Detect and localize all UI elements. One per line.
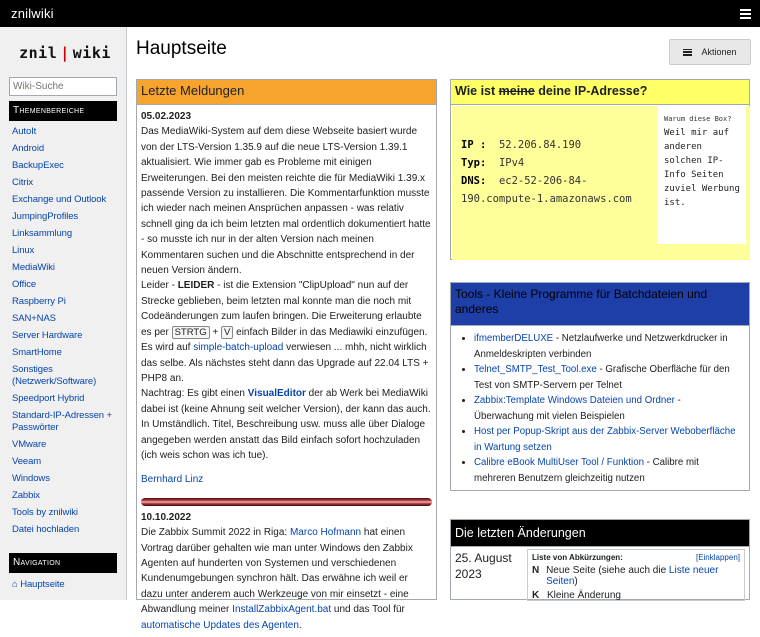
ip-panel bbox=[452, 106, 750, 260]
news-text: und das Tool für bbox=[331, 604, 405, 616]
actions-button[interactable] bbox=[669, 39, 751, 65]
link-simple-batch-upload[interactable]: simple-batch-upload bbox=[193, 342, 284, 354]
sidebar-item[interactable]: Citrix bbox=[12, 177, 34, 188]
sidebar-item[interactable]: JumpingProfiles bbox=[12, 211, 79, 222]
sidebar-item[interactable]: Office bbox=[12, 279, 37, 290]
actions-label: Aktionen bbox=[701, 47, 737, 57]
sidebar-item[interactable]: Server Hardware bbox=[12, 330, 83, 341]
news-body bbox=[137, 105, 436, 637]
navigation-heading: Navigation bbox=[9, 553, 117, 573]
recent-changes-box bbox=[450, 519, 750, 600]
news-paragraph bbox=[141, 525, 432, 633]
legend-title: Liste von Abkürzungen: bbox=[532, 553, 623, 562]
dns-row bbox=[461, 172, 656, 208]
signature-link[interactable]: Bernhard Linz bbox=[141, 474, 204, 486]
tool-link[interactable]: Calibre eBook MultiUser Tool / Funktion bbox=[474, 457, 644, 468]
menu-icon bbox=[683, 49, 692, 56]
legend-text: Neue Seite (siehe auch die bbox=[546, 565, 669, 576]
news-divider bbox=[141, 498, 432, 506]
sidebar-item[interactable]: Raspberry Pi bbox=[12, 296, 66, 307]
news-text: + bbox=[209, 326, 222, 338]
news-text: Das MediaWiki-System auf dem diese Webseite basiert wurde von der LTS-Version 1.35.9 auf die neue LTS-Version 1.39.1 aktualisiert. Wie immer gab es Probleme mit einigen Erweiterungen. Bei den meisten reichte die für MediaWiki 1.39.x passende Version zu installieren. Die Kommentarfunktion musste ich wieder nach meinen Ansprüchen anpassen - was relativ schnell ging da ich beim letzten mal ordentlich dokumentiert hatte - so musste ich nur in der alten Version nach meinen Kommentaren suchen und die Abschnitte entsprechend in der neuen Version ändern. bbox=[141, 126, 431, 277]
themen-list bbox=[9, 124, 121, 539]
link-marco-hofmann[interactable]: Marco Hofmann bbox=[289, 527, 362, 539]
tool-item bbox=[474, 455, 743, 486]
legend-text: ) bbox=[574, 576, 578, 587]
link-new-pages[interactable]: Liste neuer Seiten bbox=[546, 565, 719, 587]
news-text: Nachtrag: Es gibt einen bbox=[141, 388, 248, 400]
logo-text-left: znil bbox=[19, 44, 58, 62]
ip-data bbox=[461, 136, 656, 208]
nav-item-label: Hauptseite bbox=[20, 579, 65, 590]
logo-text-right: wiki bbox=[72, 44, 111, 62]
ip-heading bbox=[451, 80, 749, 105]
changes-date: 25. August 2023 bbox=[455, 551, 512, 581]
tool-item bbox=[474, 362, 743, 393]
news-text: verwiesen ... mhh, nicht wirklich das selbe. Als nächstes steht dann das Upgrade auf 22.04 LTS + PHP8 an. bbox=[141, 342, 429, 384]
ip-box bbox=[450, 79, 750, 260]
news-date: 10.10.2022 bbox=[141, 511, 192, 523]
tool-item bbox=[474, 424, 743, 455]
tool-description: - Calibre mit mehreren Benutzern gleichzeitig nutzen bbox=[474, 457, 699, 484]
top-bar bbox=[0, 0, 760, 27]
ip-note-text: Weil mir auf anderen solchen IP-Info Seiten zuviel Werbung ist. bbox=[664, 128, 740, 208]
link-visualeditor[interactable]: VisualEditor bbox=[247, 388, 306, 400]
tools-box bbox=[450, 282, 750, 491]
themen-heading: Themenbereiche bbox=[9, 101, 117, 121]
tools-list bbox=[451, 326, 749, 486]
home-icon: ⌂ bbox=[12, 579, 18, 590]
news-text: Leider - bbox=[141, 280, 178, 292]
sidebar-item[interactable]: MediaWiki bbox=[12, 262, 55, 273]
nav-item-hauptseite[interactable] bbox=[9, 577, 121, 594]
tools-heading: Tools - Kleine Programme für Batchdateien und anderes bbox=[451, 283, 749, 326]
news-text: der ab Werk bei MediaWiki dabei ist (keine Ahnung seit welcher Version), der kann das auch. In Umständlich. Titel, Beschreibung usw. muss alle über Dialoge angegeben werden anstatt das Bild einfach sofort hochzuladen (ich weis schon was ich tue). bbox=[141, 388, 431, 461]
ip-row bbox=[461, 136, 656, 154]
news-paragraph bbox=[141, 278, 432, 386]
news-text: . bbox=[298, 619, 302, 631]
ip-note bbox=[658, 106, 746, 244]
legend-row bbox=[532, 590, 740, 601]
news-emphasis: LEIDER bbox=[177, 280, 215, 292]
key-strtg: STRTG bbox=[172, 326, 210, 339]
sidebar-item[interactable]: Sonstiges (Netzwerk/Software) bbox=[12, 364, 97, 387]
ip-heading-strike: meine bbox=[498, 84, 535, 98]
news-box bbox=[136, 79, 437, 631]
ip-note-question: Warum diese Box? bbox=[664, 115, 732, 123]
tool-link[interactable]: ifmemberDELUXE bbox=[474, 333, 554, 344]
news-text: hat einen Vortrag darüber gehalten wie man unter Windows den Zabbix Agenten auf hunderten von Systemen und verschiedenen Kundenumgebungen synchron hält. Das erwähne ich weil er dazu unter anderem auch Werkzeuge von mir einsetzt - eine Abwandlung meiner bbox=[141, 527, 413, 616]
dns-label: DNS: bbox=[461, 175, 487, 187]
sidebar-item[interactable]: Standard-IP-Adressen + Passwörter bbox=[12, 410, 112, 433]
typ-row bbox=[461, 154, 656, 172]
site-name[interactable]: znilwiki bbox=[11, 6, 54, 21]
news-paragraph bbox=[141, 386, 432, 463]
sidebar-item[interactable]: SAN+NAS bbox=[12, 313, 56, 324]
news-text: Die Zabbix Summit 2022 in Riga: bbox=[141, 527, 290, 539]
site-logo[interactable] bbox=[14, 41, 116, 65]
ip-label: IP : bbox=[461, 139, 487, 151]
page-title: Hauptseite bbox=[136, 38, 227, 59]
sidebar-item[interactable]: Speedport Hybrid bbox=[12, 393, 85, 404]
news-text: - ist die Extension "ClipUpload" nun auf der Strecke geblieben, beim letzten mal konnte man die noch mit Codeänderungen zum laufen bringen. Die Erweiterung erlaubte es per bbox=[141, 280, 422, 338]
legend-row bbox=[532, 565, 740, 587]
link-agent-updates[interactable]: automatische Updates des Agenten bbox=[141, 619, 299, 631]
news-text: einfach Bilder in das Mediawiki einzufügen. Es wird auf bbox=[141, 326, 428, 354]
typ-label: Typ: bbox=[461, 157, 487, 169]
legend-key: N bbox=[532, 565, 540, 576]
tool-item bbox=[474, 393, 743, 424]
sidebar bbox=[0, 27, 127, 600]
news-date: 05.02.2023 bbox=[141, 111, 192, 122]
ip-heading-text: deine IP-Adresse? bbox=[534, 84, 648, 98]
recent-changes-heading: Die letzten Änderungen bbox=[451, 520, 749, 547]
ip-heading-text: Wie ist bbox=[455, 84, 499, 98]
hamburger-menu-icon[interactable] bbox=[740, 9, 751, 19]
legend-text: Kleine Änderung bbox=[547, 590, 621, 601]
typ-value: IPv4 bbox=[498, 157, 525, 169]
tool-link[interactable]: Host per Popup-Skript aus der Zabbix-Server Weboberfläche in Wartung setzen bbox=[474, 426, 736, 453]
sidebar-item[interactable]: Datei hochladen bbox=[12, 524, 80, 535]
sidebar-item[interactable]: Veeam bbox=[12, 456, 42, 467]
tool-description: - Grafische Oberfläche für den Test von SMTP-Servern per Telnet bbox=[474, 364, 730, 391]
tool-description: - Überwachung mit vielen Beispielen bbox=[474, 395, 681, 422]
tool-link[interactable]: Telnet_SMTP_Test_Tool.exe bbox=[474, 364, 597, 375]
news-heading: Letzte Meldungen bbox=[137, 80, 436, 105]
dns-value: ec2-52-206-84-190.compute-1.amazonaws.com bbox=[461, 175, 632, 205]
sidebar-item[interactable]: Linux bbox=[12, 245, 35, 256]
tool-link[interactable]: Zabbix:Template Windows Dateien und Ordner bbox=[474, 395, 675, 406]
sidebar-item[interactable]: Tools by znilwiki bbox=[12, 507, 78, 518]
search-input[interactable] bbox=[9, 77, 117, 96]
sidebar-item[interactable]: SmartHome bbox=[12, 347, 62, 358]
sidebar-item[interactable]: BackupExec bbox=[12, 160, 64, 171]
abbreviation-legend bbox=[527, 549, 745, 601]
legend-collapse-link[interactable]: [Einklappen] bbox=[695, 553, 740, 562]
legend-key: K bbox=[532, 590, 540, 601]
sidebar-item[interactable]: Android bbox=[12, 143, 45, 154]
sidebar-item[interactable]: Windows bbox=[12, 473, 50, 484]
logo-separator: | bbox=[60, 44, 70, 62]
key-v: V bbox=[221, 326, 233, 339]
sidebar-item[interactable]: Linksammlung bbox=[12, 228, 73, 239]
tool-item bbox=[474, 331, 743, 362]
sidebar-item[interactable]: VMware bbox=[12, 439, 47, 450]
link-installzabbixagent[interactable]: InstallZabbixAgent.bat bbox=[232, 604, 332, 616]
tool-description: - Netzlaufwerke und Netzwerkdrucker in Anmeldeskripten verbinden bbox=[474, 333, 728, 360]
navigation-list bbox=[9, 577, 121, 594]
ip-value: 52.206.84.190 bbox=[498, 139, 582, 151]
sidebar-item[interactable]: Exchange und Outlook bbox=[12, 194, 107, 205]
news-paragraph bbox=[141, 124, 432, 278]
sidebar-item[interactable]: AutoIt bbox=[12, 126, 37, 137]
sidebar-item[interactable]: Zabbix bbox=[12, 490, 40, 501]
